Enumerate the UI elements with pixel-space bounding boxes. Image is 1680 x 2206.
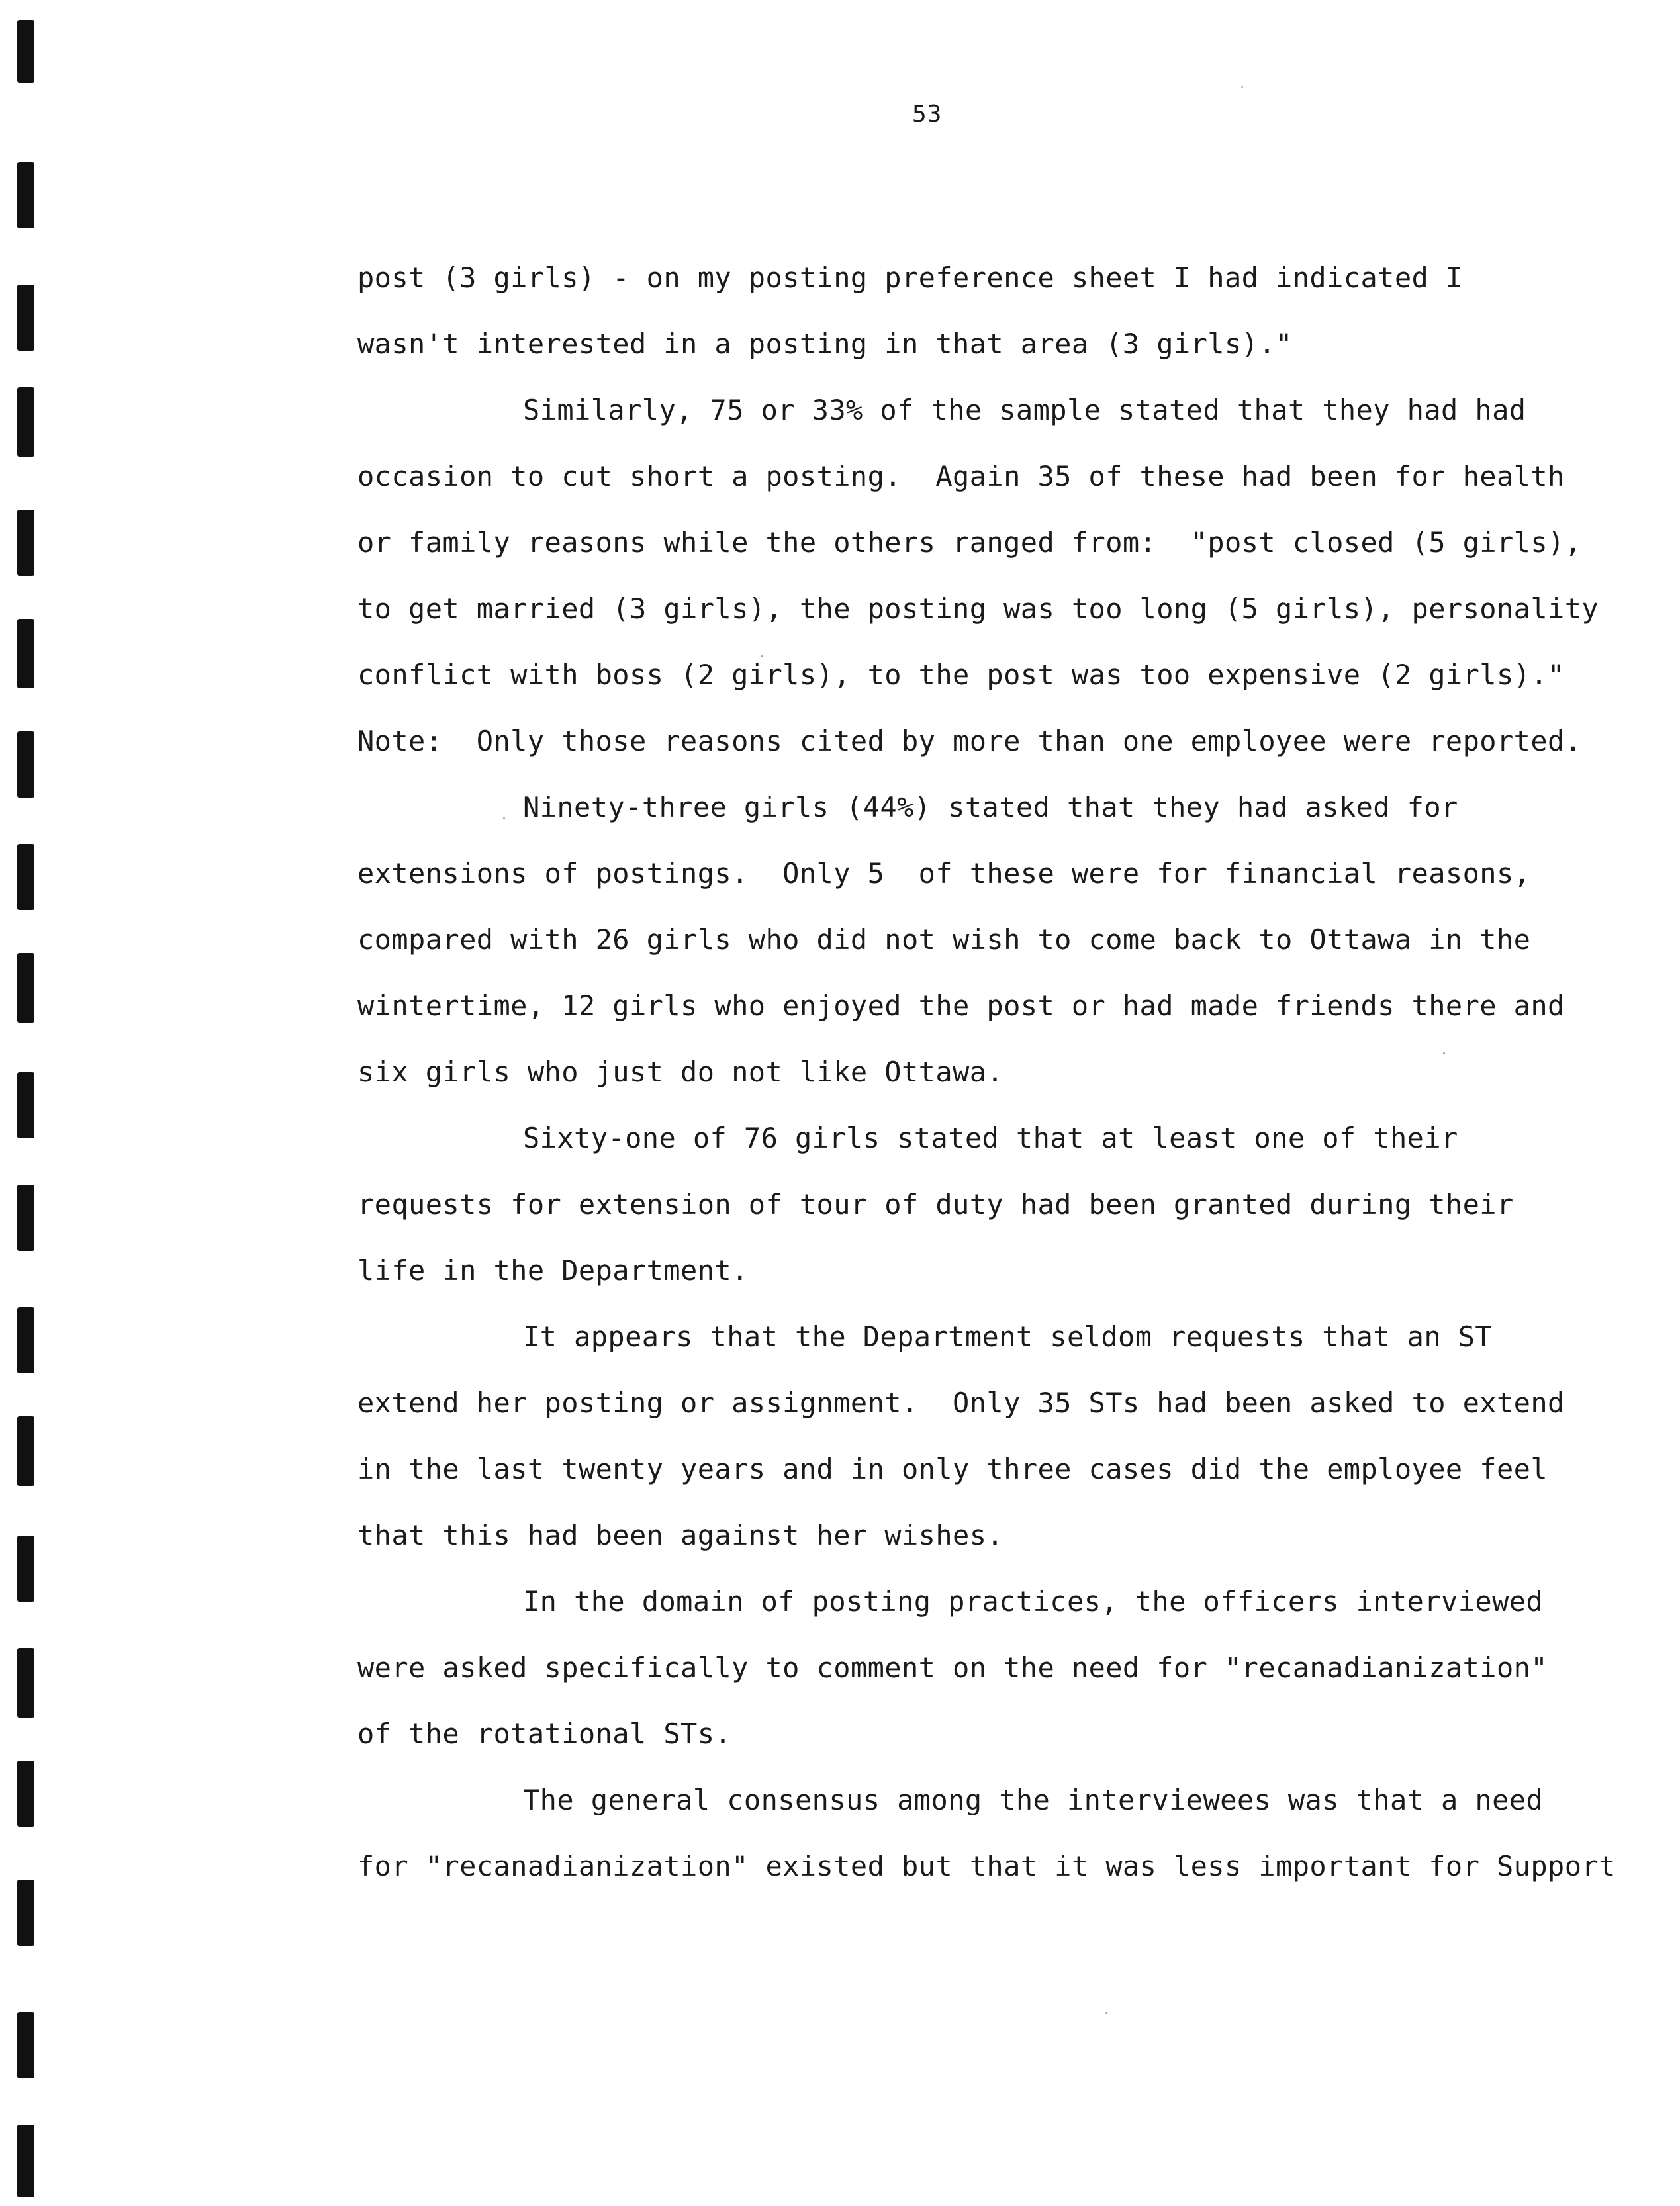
binding-mark — [17, 1185, 34, 1251]
text-line: compared with 26 girls who did not wish to come back to Ottawa in the — [357, 923, 1531, 956]
scan-speck — [1241, 86, 1243, 88]
note-line: Note: Only those reasons cited by more than one employee were reported. — [357, 725, 1582, 757]
paragraph-start-line: In the domain of posting practices, the officers interviewed — [523, 1585, 1544, 1618]
text-line: occasion to cut short a posting. Again 35 of these had been for health — [357, 460, 1565, 492]
text-line: to get married (3 girls), the posting was too long (5 girls), personality — [357, 592, 1599, 625]
binding-mark — [17, 20, 34, 83]
text-line: of the rotational STs. — [357, 1718, 732, 1750]
binding-mark — [17, 844, 34, 910]
binding-mark — [17, 1307, 34, 1373]
binding-mark — [17, 1761, 34, 1827]
text-line: wintertime, 12 girls who enjoyed the post or had made friends there and — [357, 989, 1565, 1022]
binding-mark — [17, 1648, 34, 1718]
text-line: that this had been against her wishes. — [357, 1519, 1004, 1551]
text-line: for "recanadianization" existed but that it was less important for Support — [357, 1850, 1616, 1882]
paragraph-start-line: Similarly, 75 or 33% of the sample stated that they had had — [523, 394, 1526, 426]
paragraph-start-line: Ninety-three girls (44%) stated that they had asked for — [523, 791, 1458, 823]
binding-mark — [17, 510, 34, 576]
binding-mark — [17, 1416, 34, 1486]
text-line: six girls who just do not like Ottawa. — [357, 1056, 1004, 1088]
text-line: in the last twenty years and in only three cases did the employee feel — [357, 1453, 1548, 1485]
paragraph-start-line: Sixty-one of 76 girls stated that at least one of their — [523, 1122, 1458, 1154]
paragraph-start-line: It appears that the Department seldom requests that an ST — [523, 1320, 1493, 1353]
binding-mark — [17, 162, 34, 228]
text-line: wasn't interested in a posting in that area (3 girls)." — [357, 328, 1293, 360]
binding-mark — [17, 1072, 34, 1138]
scan-speck — [1443, 1052, 1445, 1054]
binding-mark — [17, 953, 34, 1023]
page-number: 53 — [912, 101, 943, 128]
binding-mark — [17, 1880, 34, 1946]
text-line: or family reasons while the others ranged from: "post closed (5 girls), — [357, 526, 1582, 559]
text-line: conflict with boss (2 girls), to the post was too expensive (2 girls)." — [357, 659, 1565, 691]
binding-mark — [17, 619, 34, 688]
binding-mark — [17, 1536, 34, 1602]
text-line: extend her posting or assignment. Only 35 STs had been asked to extend — [357, 1387, 1565, 1419]
paragraph-start-line: The general consensus among the interviewees was that a need — [523, 1784, 1544, 1816]
text-line: life in the Department. — [357, 1254, 749, 1287]
binding-mark — [17, 285, 34, 351]
text-line: post (3 girls) - on my posting preference sheet I had indicated I — [357, 261, 1463, 294]
binding-marks — [12, 0, 45, 2206]
scan-speck — [1105, 2012, 1107, 2014]
text-line: requests for extension of tour of duty had been granted during their — [357, 1188, 1514, 1220]
binding-mark — [17, 387, 34, 457]
scan-speck — [503, 817, 505, 819]
binding-mark — [17, 2125, 34, 2197]
binding-mark — [17, 2012, 34, 2078]
binding-mark — [17, 731, 34, 798]
text-line: were asked specifically to comment on the need for "recanadianization" — [357, 1651, 1548, 1684]
text-line: extensions of postings. Only 5 of these were for financial reasons, — [357, 857, 1531, 890]
